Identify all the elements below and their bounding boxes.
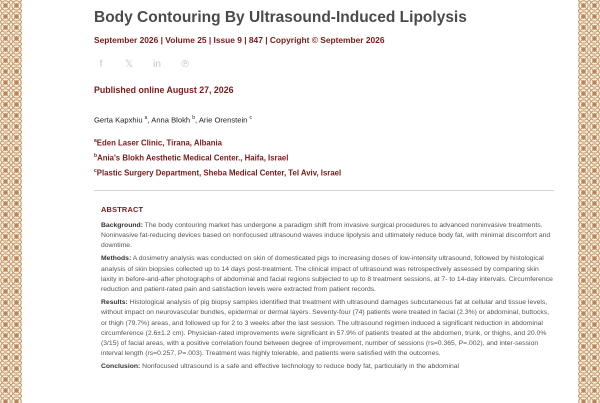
abstract-heading: ABSTRACT <box>101 204 144 214</box>
abstract-body <box>101 221 554 373</box>
pinterest-icon[interactable]: ℗ <box>181 59 189 70</box>
background-label: Background: <box>101 221 143 229</box>
affiliation-item <box>94 135 554 150</box>
conclusion-text: Nonfocused ultrasound is a safe and effective technology to reduce body fat, particularly in the abdominal <box>140 363 460 371</box>
affiliation-item <box>94 150 554 165</box>
abstract-section <box>94 190 554 373</box>
decorative-border-right <box>578 0 600 403</box>
author-sup: b <box>192 115 196 121</box>
methods-label: Methods: <box>101 255 132 263</box>
article-meta: September 2026 | Volume 25 | Issue 9 | 847 | Copyright © September 2026 <box>94 35 385 45</box>
article-title: Body Contouring By Ultrasound-Induced Lipolysis <box>94 9 467 26</box>
share-bar <box>94 58 554 72</box>
x-icon[interactable]: 𝕏 <box>124 59 134 70</box>
author-name[interactable]: Anna Blokh <box>151 115 191 125</box>
background-text: The body contouring market has undergone a paradigm shift from invasive surgical procedures to advanced noninvasive treatments. Noninvasive fat-reducing devices based on nonfocused ultrasound waves induce lipolysis and ultimately reduce body fat, with minimal discomfort and downtime. <box>101 221 551 250</box>
affiliation-sup: a <box>94 137 97 144</box>
affiliation-text: Ania's Blokh Aesthetic Medical Center., Haifa, Israel <box>97 153 289 163</box>
affiliation-sup: c <box>94 167 97 174</box>
author-sup: c <box>249 115 252 121</box>
linkedin-icon[interactable]: in <box>153 59 161 70</box>
facebook-icon[interactable]: f <box>99 59 103 70</box>
affiliation-text: Eden Laser Clinic, Tirana, Albania <box>96 138 223 148</box>
author-name[interactable]: Gerta Kapxhiu <box>94 115 143 125</box>
published-date: Published online August 27, 2026 <box>94 85 234 95</box>
results-text: Histological analysis of pig biopsy samples identified that treatment with ultrasound damages subcutaneous fat at cellular and tissue levels, without impact on neurovascular bundles, epidermal or dermal layers. Seventy-four (74) patients were treated in facial (2.3%) or abdominal, buttocks, or thigh (79.7%) areas, and followed up for 2 to 3 weeks after the last session. The ultrasound regimen induced a significant reduction in abdominal circumference (2.6±1.2 cm). Physician-rated improvements were significant in 57.9% of patients treated at the abdomen, trunk, or thighs, and 20.0% (3/15) of facial areas, with a positive correlation found between degree of improvement, number of sessions (rs=0.365, P=.002), and inter-session interval length (rs=0.257, P=.003). Treatment was highly tolerable, and patients were satisfied with the outcomes. <box>101 299 550 358</box>
affiliation-sup: b <box>94 152 98 159</box>
author-name[interactable]: Arie Orenstein <box>198 115 248 125</box>
decorative-border-left <box>0 0 22 403</box>
affiliation-item <box>94 165 554 180</box>
abstract-background <box>101 221 554 252</box>
abstract-methods <box>101 254 554 295</box>
affiliation-list <box>94 135 554 180</box>
affiliation-text: Plastic Surgery Department, Sheba Medical Center, Tel Aviv, Israel <box>96 168 342 178</box>
abstract-conclusion <box>101 362 554 372</box>
article-page <box>22 0 578 403</box>
results-label: Results: <box>101 299 128 307</box>
author-sup: a <box>144 115 148 121</box>
article-content <box>94 8 554 373</box>
conclusion-label: Conclusion: <box>101 363 141 371</box>
author-list: Gerta Kapxhiu $^a$, Anna Blokh $^b$, Arie Orenstein $^c$ <box>94 115 252 125</box>
methods-text: A dosimetry analysis was conducted on skin of domesticated pigs to increasing doses of low-intensity ultrasound, followed by histological analysis of skin biopsies collected up to 14 days post-treatment. The clinical impact of ultrasound was retrospectively assessed by comparing skin laxity in before-and-after photographs of abdominal and facial regions subjected to up to 8 treatment sessions, at 7- to 14-day intervals. Circumference reduction and patient-rated pain and satisfaction levels were extracted from patient records. <box>101 255 553 294</box>
abstract-results <box>101 298 554 359</box>
